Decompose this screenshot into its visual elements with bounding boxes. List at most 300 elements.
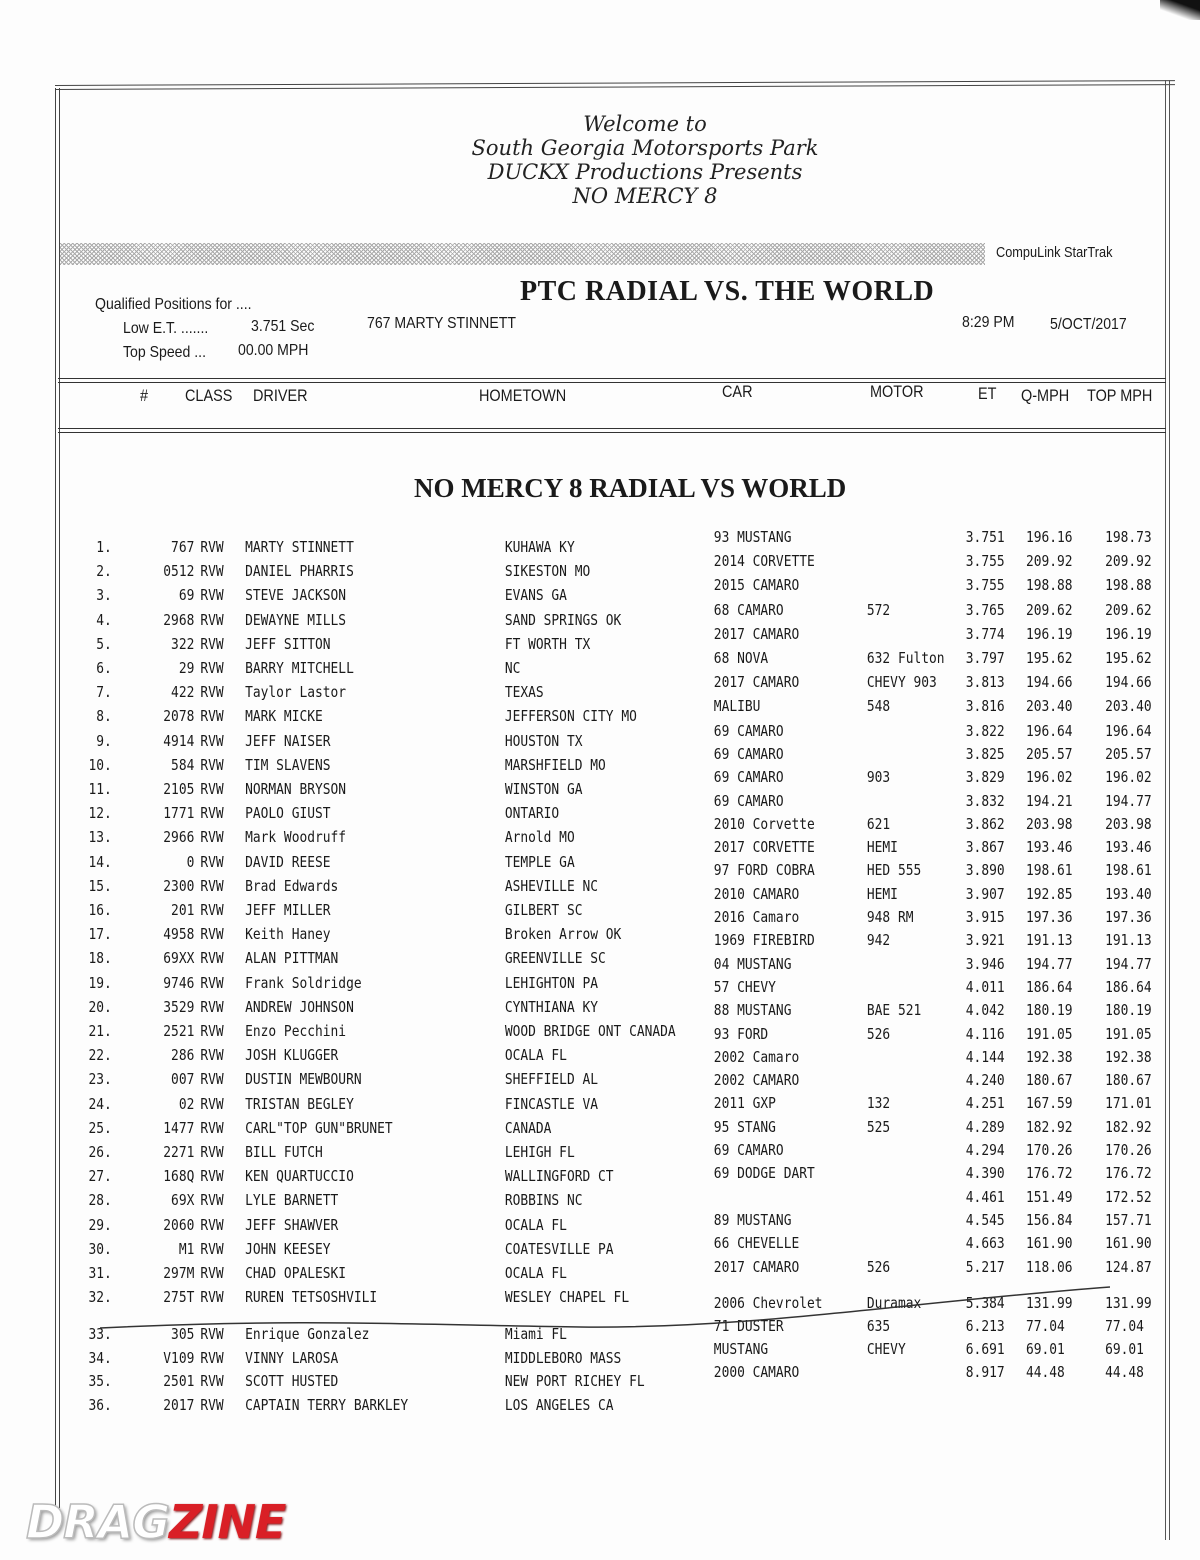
topmph-cell: 77.04 xyxy=(1105,1317,1144,1335)
hometown-cell: MIDDLEBORO MASS xyxy=(504,1348,622,1367)
position-cell: 28. xyxy=(88,1191,112,1210)
motor-cell: 948 RM xyxy=(866,908,914,926)
car-number-cell: 2501 xyxy=(163,1372,195,1390)
et-cell: 8.917 xyxy=(965,1363,1005,1381)
car-number-cell: 02 xyxy=(178,1094,195,1113)
hometown-cell: MARSHFIELD MO xyxy=(504,755,606,774)
car-number-cell: 007 xyxy=(171,1070,195,1089)
car-number-cell: 4958 xyxy=(163,925,195,944)
low-et-value: 3.751 Sec xyxy=(251,318,315,335)
qmph-cell: 131.99 xyxy=(1025,1294,1073,1312)
position-cell: 4. xyxy=(96,610,112,629)
topmph-cell: 191.05 xyxy=(1105,1024,1152,1043)
car-number-cell: 168Q xyxy=(163,1167,195,1186)
hometown-cell: NC xyxy=(504,659,521,677)
car-cell: MUSTANG xyxy=(713,1340,769,1358)
position-cell: 16. xyxy=(88,901,112,919)
position-cell: 33. xyxy=(88,1325,112,1343)
welcome-line: DUCKX Productions Presents xyxy=(487,160,803,184)
hometown-cell: EVANS GA xyxy=(504,586,567,605)
et-cell: 3.825 xyxy=(965,744,1005,763)
motor-cell: 635 xyxy=(866,1317,891,1335)
col-header-et: ET xyxy=(978,384,997,403)
qmph-cell: 167.59 xyxy=(1025,1094,1073,1113)
car-number-cell: 2968 xyxy=(163,610,195,629)
et-cell: 4.042 xyxy=(965,1001,1005,1020)
qmph-cell: 191.05 xyxy=(1025,1024,1073,1043)
et-cell: 4.461 xyxy=(965,1187,1005,1206)
driver-cell: JEFF SHAWVER xyxy=(245,1215,339,1234)
et-cell: 5.384 xyxy=(965,1294,1005,1312)
hometown-cell: ASHEVILLE NC xyxy=(504,876,599,895)
driver-cell: ANDREW JOHNSON xyxy=(245,997,354,1016)
col-header-motor: MOTOR xyxy=(870,382,924,401)
car-number-cell: 2271 xyxy=(163,1143,195,1161)
driver-cell: TIM SLAVENS xyxy=(245,755,331,774)
qmph-cell: 170.26 xyxy=(1025,1141,1073,1159)
class-cell: RVW xyxy=(200,804,224,823)
position-cell: 21. xyxy=(88,1022,112,1040)
driver-cell: JOSH KLUGGER xyxy=(245,1046,339,1065)
car-number-cell: 29 xyxy=(178,659,195,677)
et-cell: 3.755 xyxy=(965,576,1005,595)
motor-cell: 526 xyxy=(866,1024,891,1043)
qmph-cell: 182.92 xyxy=(1025,1117,1073,1136)
qmph-cell: 203.98 xyxy=(1025,814,1073,833)
qmph-cell: 69.01 xyxy=(1025,1340,1065,1358)
logo-zine: ZINE xyxy=(168,1495,286,1549)
hometown-cell: WALLINGFORD CT xyxy=(504,1167,614,1186)
car-cell: 68 CAMARO xyxy=(713,600,784,619)
class-cell: RVW xyxy=(200,634,224,653)
hometown-cell: HOUSTON TX xyxy=(504,731,583,750)
driver-cell: SCOTT HUSTED xyxy=(245,1372,339,1390)
driver-cell: DAVID REESE xyxy=(245,852,331,871)
motor-cell: 942 xyxy=(866,931,891,950)
hometown-cell: SAND SPRINGS OK xyxy=(504,610,622,629)
car-cell: 69 CAMARO xyxy=(713,744,784,763)
welcome-line: NO MERCY 8 xyxy=(572,184,718,208)
car-number-cell: 0 xyxy=(186,852,195,871)
hometown-cell: OCALA FL xyxy=(504,1046,567,1065)
topmph-cell: 198.88 xyxy=(1105,576,1152,595)
class-cell: RVW xyxy=(200,1191,224,1210)
topmph-cell: 205.57 xyxy=(1105,744,1152,763)
topmph-cell: 209.92 xyxy=(1105,552,1152,571)
qmph-cell: 192.38 xyxy=(1025,1047,1073,1066)
page-corner-shadow xyxy=(1160,0,1200,20)
et-cell: 4.240 xyxy=(965,1071,1005,1090)
welcome-line: Welcome to xyxy=(583,112,707,136)
page-frame-left xyxy=(55,88,60,1508)
topmph-cell: 176.72 xyxy=(1105,1164,1152,1183)
topmph-cell: 124.87 xyxy=(1105,1257,1152,1276)
position-cell: 2. xyxy=(96,562,112,581)
car-number-cell: 69XX xyxy=(163,949,195,968)
topmph-cell: 44.48 xyxy=(1105,1363,1144,1381)
car-cell: 2011 GXP xyxy=(713,1094,776,1113)
class-cell: RVW xyxy=(200,610,224,629)
et-cell: 3.890 xyxy=(965,861,1005,880)
car-number-cell: 3529 xyxy=(163,997,195,1016)
et-cell: 3.921 xyxy=(965,931,1005,950)
driver-cell: DANIEL PHARRIS xyxy=(245,562,354,581)
qmph-cell: 118.06 xyxy=(1025,1257,1073,1276)
class-cell: RVW xyxy=(200,1022,224,1040)
et-cell: 3.907 xyxy=(965,884,1005,903)
qmph-cell: 194.21 xyxy=(1025,791,1073,810)
position-cell: 1. xyxy=(96,538,112,556)
class-cell: RVW xyxy=(200,683,224,702)
qmph-cell: 186.64 xyxy=(1025,977,1073,996)
position-cell: 7. xyxy=(96,683,112,702)
car-cell: 2017 CAMARO xyxy=(713,624,800,643)
qmph-cell: 193.46 xyxy=(1025,838,1073,857)
topmph-cell: 196.19 xyxy=(1105,624,1152,643)
car-cell: MALIBU xyxy=(713,697,761,716)
topmph-cell: 209.62 xyxy=(1105,600,1152,619)
topmph-cell: 180.19 xyxy=(1105,1001,1152,1020)
logo-drag: DRAG xyxy=(26,1495,169,1549)
qmph-cell: 209.92 xyxy=(1025,552,1073,571)
motor-cell: CHEVY xyxy=(866,1340,906,1358)
topmph-cell: 171.01 xyxy=(1105,1094,1152,1113)
driver-cell: JEFF NAISER xyxy=(245,731,331,750)
car-cell: 69 DODGE DART xyxy=(713,1164,815,1183)
motor-cell: HEMI xyxy=(866,838,898,857)
class-cell: RVW xyxy=(200,780,224,798)
car-cell: 2015 CAMARO xyxy=(713,576,800,595)
class-cell: RVW xyxy=(200,1348,224,1367)
hometown-cell: WESLEY CHAPEL FL xyxy=(504,1288,630,1307)
car-cell: 2014 CORVETTE xyxy=(713,552,815,571)
topmph-cell: 195.62 xyxy=(1105,649,1152,667)
position-cell: 19. xyxy=(88,973,112,992)
driver-cell: BARRY MITCHELL xyxy=(245,659,354,677)
hometown-cell: COATESVILLE PA xyxy=(504,1239,614,1258)
car-number-cell: 422 xyxy=(171,683,195,702)
topmph-cell: 196.64 xyxy=(1105,721,1152,740)
car-number-cell: 201 xyxy=(171,901,195,919)
welcome-line: South Georgia Motorsports Park xyxy=(471,136,819,160)
position-cell: 34. xyxy=(88,1348,112,1367)
qmph-cell: 194.66 xyxy=(1025,673,1073,692)
topmph-cell: 198.73 xyxy=(1105,528,1152,546)
driver-cell: PAOLO GIUST xyxy=(245,804,331,823)
et-cell: 4.011 xyxy=(965,977,1005,996)
dragzine-logo xyxy=(26,1495,285,1549)
class-cell: RVW xyxy=(200,1395,224,1414)
et-cell: 3.862 xyxy=(965,814,1005,833)
driver-cell: JOHN KEESEY xyxy=(245,1239,331,1258)
car-number-cell: 2521 xyxy=(163,1022,195,1040)
qualified-label: Qualified Positions for .... xyxy=(95,296,252,313)
position-cell: 3. xyxy=(96,586,112,605)
car-number-cell: 1771 xyxy=(163,804,195,823)
hometown-cell: FINCASTLE VA xyxy=(504,1094,599,1113)
topmph-cell: 203.98 xyxy=(1105,814,1152,833)
topmph-cell: 203.40 xyxy=(1105,697,1152,716)
hometown-cell: NEW PORT RICHEY FL xyxy=(504,1372,645,1390)
topmph-cell: 182.92 xyxy=(1105,1117,1152,1136)
header-rule-top xyxy=(58,378,1166,383)
topmph-cell: 193.40 xyxy=(1105,884,1152,903)
header-rule-bottom xyxy=(58,428,1166,433)
position-cell: 30. xyxy=(88,1239,112,1258)
car-number-cell: 297M xyxy=(163,1264,195,1282)
et-cell: 4.144 xyxy=(965,1047,1005,1066)
topmph-cell: 191.13 xyxy=(1105,931,1152,950)
hometown-cell: GREENVILLE SC xyxy=(504,949,606,968)
hometown-cell: WOOD BRIDGE ONT CANADA xyxy=(504,1022,676,1040)
qmph-cell: 197.36 xyxy=(1025,908,1073,926)
hometown-cell: KUHAWA KY xyxy=(504,538,575,556)
class-cell: RVW xyxy=(200,828,224,847)
col-header-topmph: TOP MPH xyxy=(1087,386,1153,405)
class-cell: RVW xyxy=(200,1325,224,1343)
car-cell: 2016 Camaro xyxy=(713,908,800,926)
hometown-cell: TEXAS xyxy=(504,683,544,702)
low-et-holder: 767 MARTY STINNETT xyxy=(367,315,516,332)
car-number-cell: 2060 xyxy=(163,1215,195,1234)
qmph-cell: 44.48 xyxy=(1025,1363,1065,1381)
class-cell: RVW xyxy=(200,538,224,556)
driver-cell: DEWAYNE MILLS xyxy=(245,610,347,629)
driver-cell: JEFF SITTON xyxy=(245,634,331,653)
position-cell: 24. xyxy=(88,1094,112,1113)
position-cell: 17. xyxy=(88,925,112,944)
car-number-cell: 4914 xyxy=(163,731,195,750)
position-cell: 6. xyxy=(96,659,112,677)
car-cell: 2010 Corvette xyxy=(713,814,815,833)
et-cell: 3.765 xyxy=(965,600,1005,619)
col-header-hometown: HOMETOWN xyxy=(479,386,567,405)
topmph-cell: 194.66 xyxy=(1105,673,1152,692)
topmph-cell: 196.02 xyxy=(1105,768,1152,787)
topmph-cell: 198.61 xyxy=(1105,861,1152,880)
qmph-cell: 195.62 xyxy=(1025,649,1073,667)
car-cell: 69 CAMARO xyxy=(713,1141,784,1159)
car-number-cell: 305 xyxy=(171,1325,195,1343)
et-cell: 3.813 xyxy=(965,673,1005,692)
motor-cell: BAE 521 xyxy=(866,1001,922,1020)
position-cell: 32. xyxy=(88,1288,112,1307)
qmph-cell: 161.90 xyxy=(1025,1234,1073,1253)
driver-cell: ALAN PITTMAN xyxy=(245,949,339,968)
qmph-cell: 180.67 xyxy=(1025,1071,1073,1090)
class-cell: RVW xyxy=(200,562,224,581)
car-number-cell: 275T xyxy=(163,1288,195,1307)
position-cell: 25. xyxy=(88,1118,112,1137)
et-cell: 4.116 xyxy=(965,1024,1005,1043)
position-cell: 13. xyxy=(88,828,112,847)
driver-cell: RUREN TETSOSHVILI xyxy=(245,1288,378,1307)
bracket-divider-line xyxy=(100,1283,1110,1343)
class-cell: RVW xyxy=(200,1372,224,1390)
motor-cell: 548 xyxy=(866,697,891,716)
motor-cell: 621 xyxy=(866,814,891,833)
hometown-cell: FT WORTH TX xyxy=(504,634,591,653)
et-cell: 3.816 xyxy=(965,697,1005,716)
car-cell: 2010 CAMARO xyxy=(713,884,800,903)
topmph-cell: 193.46 xyxy=(1105,838,1152,857)
topmph-cell: 161.90 xyxy=(1105,1234,1152,1253)
driver-cell: NORMAN BRYSON xyxy=(245,780,347,798)
position-cell: 29. xyxy=(88,1215,112,1234)
class-cell: RVW xyxy=(200,949,224,968)
driver-cell: STEVE JACKSON xyxy=(245,586,347,605)
et-cell: 4.251 xyxy=(965,1094,1005,1113)
class-cell: RVW xyxy=(200,1118,224,1137)
car-number-cell: 286 xyxy=(171,1046,195,1065)
position-cell: 20. xyxy=(88,997,112,1016)
car-number-cell: 2966 xyxy=(163,828,195,847)
page-title: PTC RADIAL VS. THE WORLD xyxy=(520,276,935,307)
car-number-cell: 2300 xyxy=(163,876,195,895)
topmph-cell: 180.67 xyxy=(1105,1071,1152,1090)
et-cell: 3.915 xyxy=(965,908,1005,926)
hometown-cell: LOS ANGELES CA xyxy=(504,1395,614,1414)
et-cell: 3.946 xyxy=(965,954,1005,973)
class-cell: RVW xyxy=(200,925,224,944)
car-cell: 97 FORD COBRA xyxy=(713,861,815,880)
driver-cell: Frank Soldridge xyxy=(245,973,362,992)
driver-cell: TRISTAN BEGLEY xyxy=(245,1094,354,1113)
col-header-qmph: Q-MPH xyxy=(1021,386,1070,405)
low-et-label: Low E.T. ....... xyxy=(123,320,209,337)
qmph-cell: 196.02 xyxy=(1025,768,1073,787)
car-cell: 88 MUSTANG xyxy=(713,1001,792,1020)
hometown-cell: LEHIGHTON PA xyxy=(504,973,599,992)
class-cell: RVW xyxy=(200,1143,224,1161)
position-cell: 22. xyxy=(88,1046,112,1065)
class-cell: RVW xyxy=(200,1046,224,1065)
class-cell: RVW xyxy=(200,1070,224,1089)
hometown-cell: CYNTHIANA KY xyxy=(504,997,599,1016)
qmph-cell: 198.61 xyxy=(1025,861,1073,880)
position-cell: 11. xyxy=(88,780,112,798)
motor-cell: Duramax xyxy=(866,1294,922,1312)
et-cell: 4.663 xyxy=(965,1234,1005,1253)
et-cell: 4.294 xyxy=(965,1141,1005,1159)
driver-cell: VINNY LAROSA xyxy=(245,1348,339,1367)
motor-cell: 903 xyxy=(866,768,891,787)
hometown-cell: ROBBINS NC xyxy=(504,1191,583,1210)
position-cell: 10. xyxy=(88,755,112,774)
driver-cell: CAPTAIN TERRY BARKLEY xyxy=(245,1395,409,1414)
hometown-cell: SIKESTON MO xyxy=(504,562,591,581)
hometown-cell: LEHIGH FL xyxy=(504,1143,575,1161)
car-number-cell: 767 xyxy=(171,538,195,556)
motor-cell: 525 xyxy=(866,1117,891,1136)
et-cell: 6.213 xyxy=(965,1317,1005,1335)
hometown-cell: Arnold MO xyxy=(504,828,575,847)
driver-cell: Brad Edwards xyxy=(245,876,339,895)
class-cell: RVW xyxy=(200,755,224,774)
et-cell: 4.289 xyxy=(965,1117,1005,1136)
hometown-cell: JEFFERSON CITY MO xyxy=(504,707,637,726)
car-number-cell: 2105 xyxy=(163,780,195,798)
position-cell: 27. xyxy=(88,1167,112,1186)
col-header-pos: # xyxy=(140,386,149,405)
et-cell: 3.797 xyxy=(965,649,1005,667)
et-cell: 4.545 xyxy=(965,1210,1005,1229)
qmph-cell: 198.88 xyxy=(1025,576,1073,595)
car-cell: 2002 CAMARO xyxy=(713,1071,800,1090)
report-time: 8:29 PM xyxy=(962,314,1015,331)
position-cell: 31. xyxy=(88,1264,112,1282)
class-cell: RVW xyxy=(200,1239,224,1258)
car-cell: 69 CAMARO xyxy=(713,721,784,740)
qmph-cell: 196.16 xyxy=(1025,528,1073,546)
col-header-class: CLASS xyxy=(185,386,233,405)
car-number-cell: 584 xyxy=(171,755,195,774)
motor-cell: 526 xyxy=(866,1257,891,1276)
hometown-cell: OCALA FL xyxy=(504,1215,567,1234)
position-cell: 12. xyxy=(88,804,112,823)
topmph-cell: 194.77 xyxy=(1105,791,1152,810)
class-cell: RVW xyxy=(200,852,224,871)
system-label: CompuLink StarTrak xyxy=(996,244,1113,261)
position-cell: 9. xyxy=(96,731,112,750)
position-cell: 5. xyxy=(96,634,112,653)
motor-cell: 132 xyxy=(866,1094,891,1113)
motor-cell: HED 555 xyxy=(866,861,922,880)
class-cell: RVW xyxy=(200,901,224,919)
class-cell: RVW xyxy=(200,586,224,605)
car-number-cell: 1477 xyxy=(163,1118,195,1137)
et-cell: 3.751 xyxy=(965,528,1005,546)
position-cell: 26. xyxy=(88,1143,112,1161)
driver-cell: MARTY STINNETT xyxy=(245,538,354,556)
page-frame-right xyxy=(1165,80,1170,1540)
qmph-cell: 205.57 xyxy=(1025,744,1073,763)
et-cell: 3.822 xyxy=(965,721,1005,740)
motor-cell: HEMI xyxy=(866,884,898,903)
et-cell: 6.691 xyxy=(965,1340,1005,1358)
stipple-band xyxy=(60,243,985,265)
position-cell: 15. xyxy=(88,876,112,895)
driver-cell: JEFF MILLER xyxy=(245,901,331,919)
qmph-cell: 151.49 xyxy=(1025,1187,1073,1206)
qmph-cell: 194.77 xyxy=(1025,954,1073,973)
top-speed-label: Top Speed ... xyxy=(123,344,206,361)
col-header-driver: DRIVER xyxy=(253,386,308,405)
class-cell: RVW xyxy=(200,876,224,895)
topmph-cell: 186.64 xyxy=(1105,977,1152,996)
driver-cell: Mark Woodruff xyxy=(245,828,347,847)
class-cell: RVW xyxy=(200,1215,224,1234)
driver-cell: LYLE BARNETT xyxy=(245,1191,339,1210)
car-number-cell: V109 xyxy=(163,1348,195,1367)
class-cell: RVW xyxy=(200,1094,224,1113)
position-cell: 35. xyxy=(88,1372,112,1390)
car-cell: 2000 CAMARO xyxy=(713,1363,800,1381)
hometown-cell: Miami FL xyxy=(504,1325,567,1343)
class-cell: RVW xyxy=(200,1167,224,1186)
topmph-cell: 69.01 xyxy=(1105,1340,1144,1358)
car-cell: 69 CAMARO xyxy=(713,768,784,787)
car-cell: 57 CHEVY xyxy=(713,977,776,996)
car-cell: 89 MUSTANG xyxy=(713,1210,792,1229)
topmph-cell: 172.52 xyxy=(1105,1187,1152,1206)
car-cell: 93 FORD xyxy=(713,1024,769,1043)
et-cell: 3.832 xyxy=(965,791,1005,810)
col-header-car: CAR xyxy=(722,382,753,401)
topmph-cell: 131.99 xyxy=(1105,1294,1152,1312)
position-cell: 23. xyxy=(88,1070,112,1089)
class-cell: RVW xyxy=(200,659,224,677)
